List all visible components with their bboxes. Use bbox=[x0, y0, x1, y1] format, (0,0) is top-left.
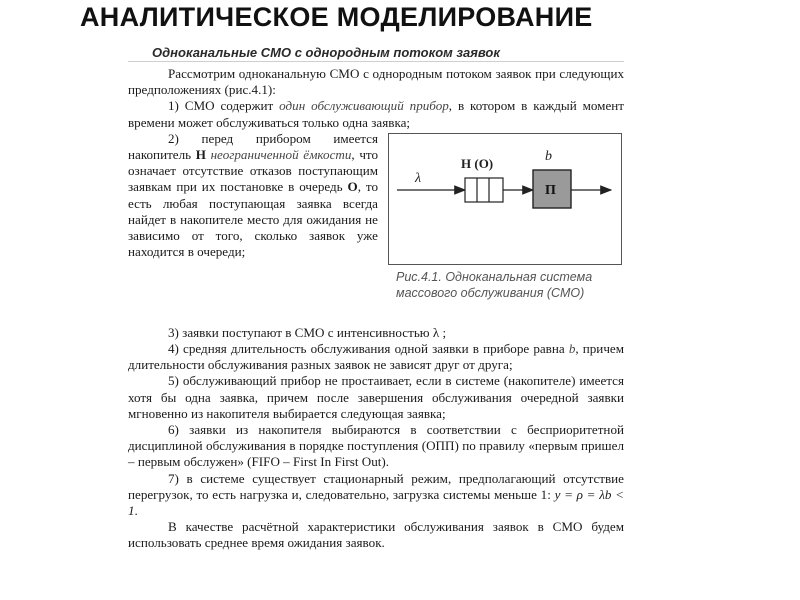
item-2-italic: неограниченной ёмкости bbox=[205, 147, 352, 163]
item-1-italic: один обслуживающий прибор bbox=[279, 98, 449, 114]
item-7: 7) в системе существует стационарный режим, предполагающий отсутствие перегрузок, то есть нагрузка и, следовательно, загрузка системы меньше 1: y = ρ = λb < 1. bbox=[128, 470, 624, 519]
b-label: b bbox=[545, 148, 552, 164]
item-2-with-figure bbox=[128, 131, 624, 325]
document-page bbox=[128, 44, 624, 594]
figure-caption: Рис.4.1. Одноканальная система массового обслуживания (СМО) bbox=[396, 269, 593, 300]
item-4-italic: b bbox=[568, 341, 576, 357]
item-1: 1) СМО содержит один обслуживающий прибор, в котором в каждый момент времени может обслуживаться только одна заявка; bbox=[128, 98, 625, 130]
item-2-bold-o: О bbox=[347, 179, 358, 195]
item-4: 4) средняя длительность обслуживания одной заявки в приборе равна b, причем длительности обслуживания разных заявок не зависят друг от друга; bbox=[128, 341, 624, 373]
queue-buffer bbox=[465, 178, 503, 202]
item-2-bold-h: Н bbox=[195, 147, 206, 163]
queue-label: Н (О) bbox=[461, 155, 494, 171]
item-2: 2) перед прибором имеется накопитель Н неограниченной ёмкости, что означает отсутствие отказов поступающим заявкам при их постановке в очередь О, то есть любая поступающая заявка всегда найдет в накопителе место для ожидания не зависимо от того, сколько заявок уже находится в очереди; bbox=[128, 130, 379, 260]
item-3: 3) заявки поступают в СМО с интенсивностью λ ; bbox=[168, 324, 447, 340]
section-title: Одноканальные СМО с однородным потоком заявок bbox=[128, 44, 624, 62]
server-label: П bbox=[545, 182, 556, 198]
load-formula: y = ρ = λb < 1 bbox=[128, 486, 624, 519]
conclusion-paragraph: В качестве расчётной характеристики обслуживания заявок в СМО будем использовать среднее время ожидания заявок. bbox=[128, 519, 624, 551]
slide-title: АНАЛИТИЧЕСКОЕ МОДЕЛИРОВАНИЕ bbox=[80, 2, 593, 32]
queue-diagram bbox=[388, 133, 622, 265]
item-5: 5) обслуживающий прибор не простаивает, если в системе (накопителе) имеется хотя бы одна заявка, причем после завершения обслуживания очередной заявки мгновенно из накопителя выбирается следующая заявка; bbox=[128, 373, 624, 421]
item-6: 6) заявки из накопителя выбираются в соответствии с бесприоритетной дисциплиной обслуживания в порядке поступления (ОПП) по правилу «первым пришел – первым обслужен» (FIFO – First In First Out). bbox=[128, 422, 624, 470]
lambda-label: λ bbox=[415, 170, 422, 186]
intro-paragraph: Рассмотрим одноканальную СМО с однородным потоком заявок при следующих предположениях (рис.4.1): bbox=[128, 66, 624, 98]
